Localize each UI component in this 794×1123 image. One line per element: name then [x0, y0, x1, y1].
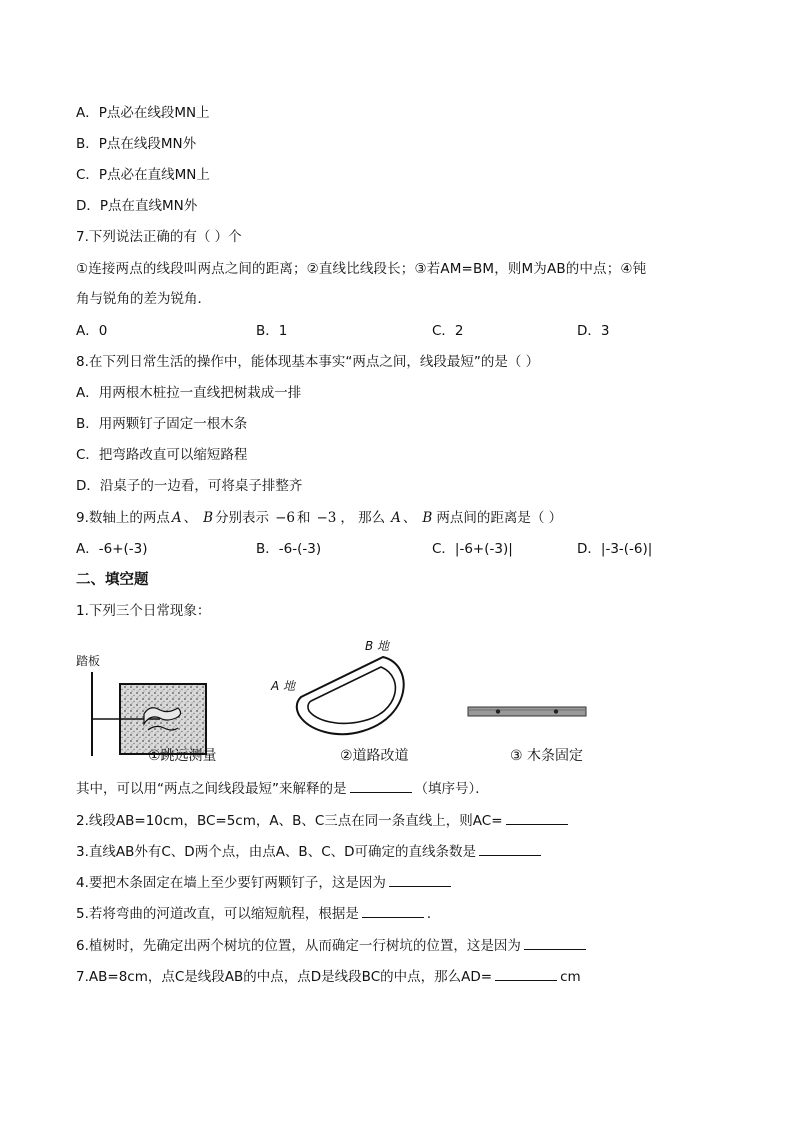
f3-text: 3.直线AB外有C、D两个点，由点A、B、C、D可确定的直线条数是	[76, 844, 477, 860]
q9-point-a: A	[171, 510, 182, 526]
q7-stem: 7.下列说法正确的有（ ）个	[76, 229, 242, 245]
q9-and: 和	[296, 510, 311, 526]
f1-question-pre: 其中，可以用“两点之间线段最短”来解释的是	[76, 781, 347, 797]
f3-line	[76, 841, 544, 861]
f4-line	[76, 872, 454, 892]
caption-long-jump: ①跳远测量	[148, 748, 217, 764]
f1-stem: 1.下列三个日常现象：	[76, 603, 211, 619]
section-title-fill-blank: 二、填空题	[76, 572, 149, 588]
q6-option-d: D．P点在直线MN外	[76, 198, 198, 214]
q9-point-a2: A	[391, 510, 401, 526]
q9-stem-end: 两点间的距离是（ ）	[436, 510, 563, 526]
f4-text: 4.要把木条固定在墙上至少要钉两颗钉子，这是因为	[76, 875, 386, 891]
q7-body-line1: ①连接两点的线段叫两点之间的距离；②直线比线段长；③若AM=BM，则M为AB的中点；④钝	[76, 261, 647, 277]
q8-option-a: A．用两根木桩拉一直线把树栽成一排	[76, 385, 302, 401]
q9-option-a: A．-6+(-3)	[76, 541, 148, 557]
board-label: 踏板	[76, 654, 101, 668]
q8-option-c: C．把弯路改直可以缩短路程	[76, 447, 248, 463]
q9-point-b: B	[203, 510, 214, 526]
q6-option-c: C．P点必在直线MN上	[76, 167, 210, 183]
f5-line	[76, 903, 440, 923]
f1-answer-blank[interactable]	[350, 778, 412, 793]
caption-wood-strip: ③ 木条固定	[510, 748, 584, 764]
f4-answer-blank[interactable]	[389, 872, 451, 887]
f6-text: 6.植树时，先确定出两个树坑的位置，从而确定一行树坑的位置，这是因为	[76, 938, 521, 954]
q8-option-b: B．用两颗钉子固定一根木条	[76, 416, 248, 432]
nail-left	[496, 709, 500, 713]
caption-road: ②道路改道	[340, 748, 409, 764]
f2-text: 2.线段AB=10cm，BC=5cm，A、B、C三点在同一条直线上，则AC=	[76, 813, 503, 829]
f2-line	[76, 810, 571, 830]
f2-answer-blank[interactable]	[506, 810, 568, 825]
f7-text: 7.AB=8cm，点C是线段AB的中点，点D是线段BC的中点，那么AD=	[76, 969, 493, 985]
road-inner	[308, 667, 395, 723]
q7-option-d: D．3	[577, 323, 610, 339]
q9-value-2: −3	[316, 510, 337, 526]
f5-text: 5.若将弯曲的河道改直，可以缩短航程，根据是	[76, 906, 359, 922]
q6-option-a: A．P点必在线段MN上	[76, 105, 210, 121]
q9-stem-mid2: ， 那么	[340, 510, 386, 526]
f7-answer-blank[interactable]	[495, 966, 557, 981]
q9-sep1: 、	[183, 510, 198, 526]
wood-strip-figure	[460, 695, 600, 735]
q9-stem-mid: 分别表示	[215, 510, 270, 526]
f3-answer-blank[interactable]	[479, 841, 541, 856]
q9-value-1: −6	[275, 510, 295, 526]
q9-stem	[76, 509, 562, 527]
wood-strip	[468, 707, 586, 716]
q7-option-a: A．0	[76, 323, 108, 339]
q9-option-b: B．-6-(-3)	[256, 541, 322, 557]
q7-option-c: C．2	[432, 323, 464, 339]
a-place-label: A 地	[271, 679, 296, 693]
q8-option-d: D．沿桌子的一边看，可将桌子排整齐	[76, 478, 303, 494]
q9-stem-pre: 9.数轴上的两点	[76, 510, 170, 526]
q9-option-d: D．|-3-(-6)|	[577, 541, 653, 557]
f1-question-post: （填序号）．	[414, 781, 489, 797]
q9-point-b2: B	[422, 510, 433, 526]
q9-option-c: C．|-6+(-3)|	[432, 541, 513, 557]
q9-sep2: 、	[402, 510, 417, 526]
nail-right	[554, 709, 558, 713]
q6-option-b: B．P点在线段MN外	[76, 136, 197, 152]
q7-body-line2: 角与锐角的差为锐角．	[76, 291, 211, 307]
q7-option-b: B．1	[256, 323, 288, 339]
f7-line	[76, 966, 581, 986]
f1-question	[76, 778, 489, 798]
long-jump-figure	[70, 650, 220, 760]
f6-line	[76, 935, 589, 955]
f5-end: ．	[426, 906, 441, 922]
f6-answer-blank[interactable]	[524, 935, 586, 950]
b-place-label: B 地	[365, 639, 390, 653]
q8-stem: 8.在下列日常生活的操作中，能体现基本事实“两点之间，线段最短”的是（ ）	[76, 354, 540, 370]
f5-answer-blank[interactable]	[362, 903, 424, 918]
f7-unit: cm	[560, 969, 581, 985]
road-figure	[265, 635, 415, 745]
